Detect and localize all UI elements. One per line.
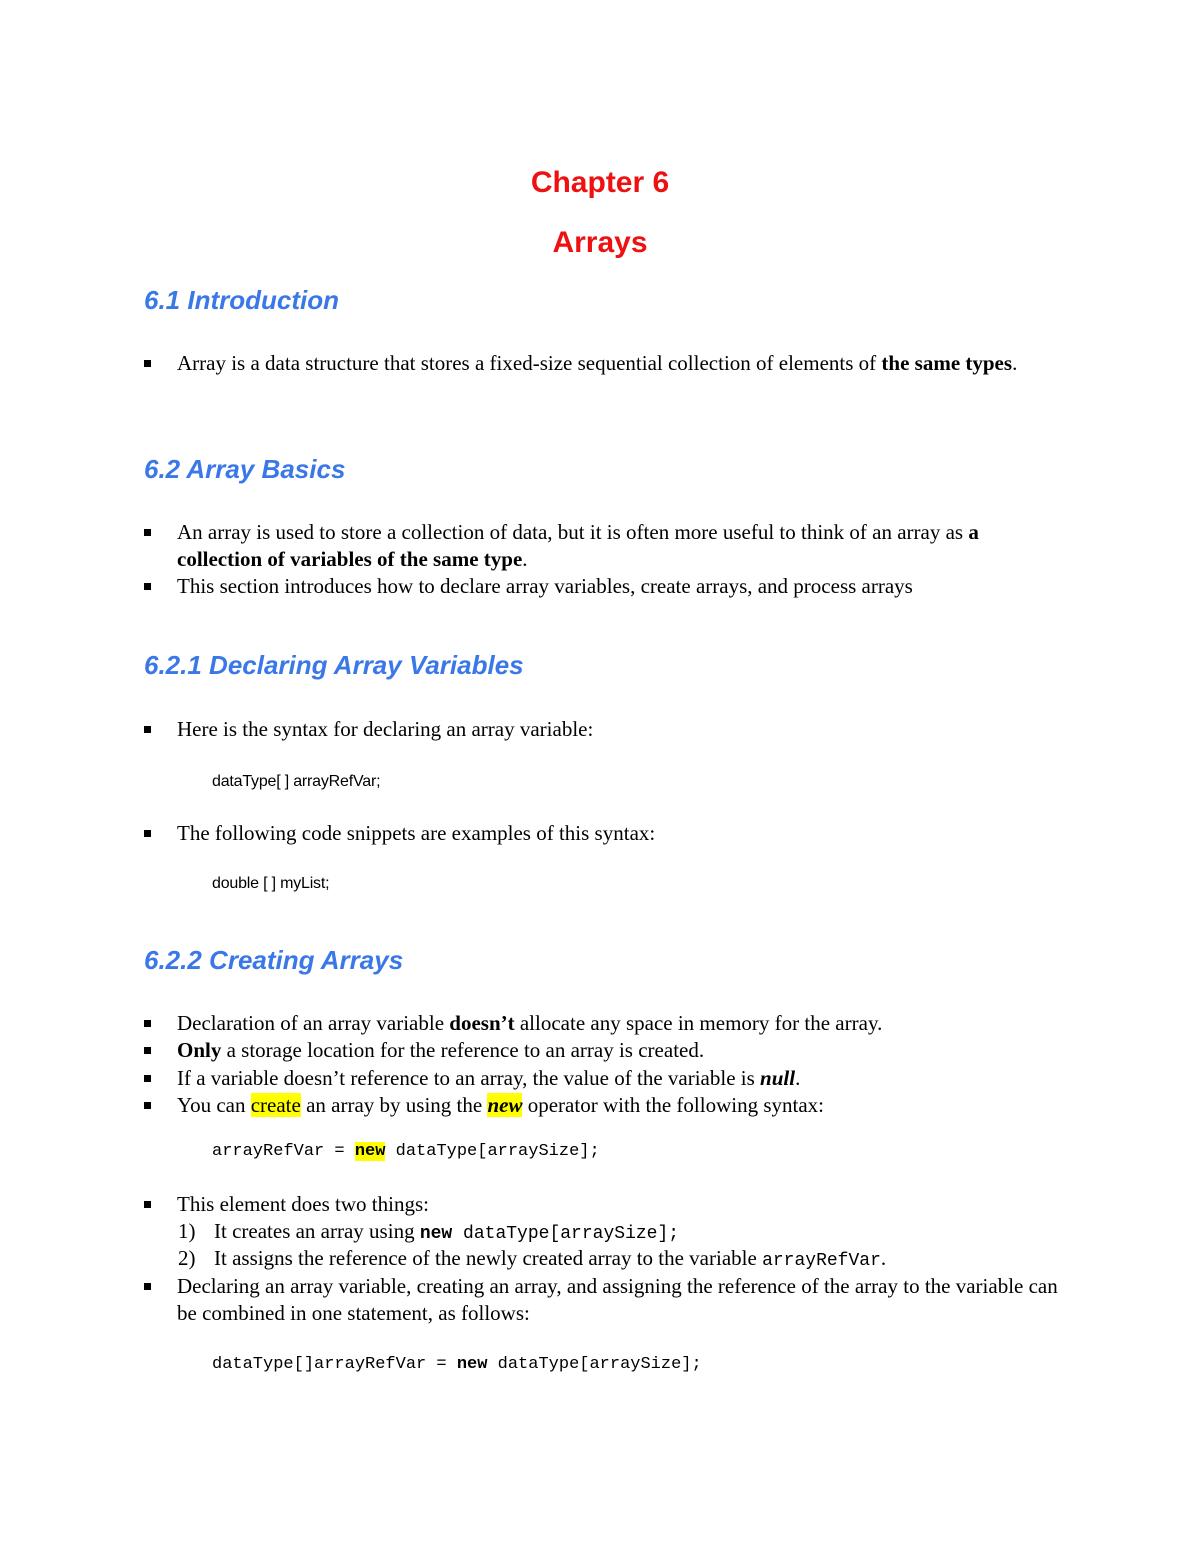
- bullet-marker: [144, 1075, 151, 1082]
- bullet-6-2-2-no-space: [144, 1010, 1064, 1037]
- highlighted-keyword: new: [487, 1093, 523, 1117]
- numbered-item-1: [178, 1218, 679, 1248]
- section-heading-6-1: 6.1 Introduction: [144, 285, 339, 315]
- text: Array is a data structure that stores a fixed-size sequential collection of elements of: [177, 351, 882, 375]
- text: .: [522, 547, 528, 571]
- code-text: dataType[arraySize];: [385, 1142, 600, 1161]
- bullet-marker: [144, 726, 151, 733]
- bullet-6-2-section-intro: [144, 573, 1064, 600]
- chapter-title: Arrays: [552, 226, 648, 259]
- keyword: new: [419, 1224, 453, 1244]
- chapter-number: Chapter 6: [530, 166, 670, 199]
- bullet-6-2-2-combined: [144, 1273, 1064, 1327]
- code-text: dataType[]arrayRefVar =: [212, 1355, 457, 1374]
- bullet-6-2-2-two-things: [144, 1191, 1064, 1218]
- emphasis: the same types: [881, 351, 1013, 375]
- code-snippet-new-syntax: [212, 1141, 600, 1163]
- bullet-marker: [144, 1047, 151, 1054]
- highlighted-word: create: [250, 1093, 301, 1117]
- keyword: new: [456, 1355, 488, 1374]
- bullet-marker: [144, 1102, 151, 1109]
- code-text: arrayRefVar: [762, 1251, 881, 1271]
- text: a storage location for the reference to an array is created.: [221, 1038, 705, 1062]
- emphasis: null: [760, 1066, 796, 1090]
- text: It creates an array using: [214, 1219, 420, 1243]
- section-heading-6-2-1: 6.2.1 Declaring Array Variables: [144, 650, 524, 680]
- text: Here is the syntax for declaring an array variable:: [177, 717, 594, 741]
- text: .: [1012, 351, 1018, 375]
- bullet-6-2-2-new-operator: [144, 1092, 1064, 1119]
- bullet-marker: [144, 360, 151, 367]
- text: operator with the following syntax:: [522, 1093, 825, 1117]
- text: .: [795, 1066, 801, 1090]
- bullet-6-2-collection: [144, 519, 1064, 573]
- text: .: [880, 1246, 887, 1270]
- bullet-marker: [144, 529, 151, 536]
- text: allocate any space in memory for the array.: [514, 1011, 883, 1035]
- code-text: dataType[arraySize];: [452, 1224, 680, 1244]
- emphasis: a collection of variables of the same type: [177, 520, 979, 571]
- text: The following code snippets are examples of this syntax:: [177, 821, 656, 845]
- bullet-6-2-2-null: [144, 1065, 1064, 1092]
- text: This section introduces how to declare array variables, create arrays, and process arrays: [177, 574, 913, 598]
- section-heading-6-2: 6.2 Array Basics: [144, 454, 346, 484]
- text: Declaring an array variable, creating an array, and assigning the reference of the array to the variable can be combined in one statement, as follows:: [177, 1274, 1058, 1325]
- emphasis: Only: [177, 1038, 222, 1062]
- bullet-marker: [144, 1283, 151, 1290]
- text: This element does two things:: [177, 1192, 429, 1216]
- bullet-6-1-definition: [144, 350, 1064, 377]
- bullet-marker: [144, 830, 151, 837]
- item-number: 2): [178, 1246, 196, 1270]
- bullet-marker: [144, 1201, 151, 1208]
- bullet-6-2-2-only-reference: [144, 1037, 1064, 1064]
- text: If a variable doesn’t reference to an array, the value of the variable is: [177, 1066, 761, 1090]
- code-snippet-example: double [ ] myList;: [212, 875, 330, 892]
- bullet-marker: [144, 583, 151, 590]
- section-heading-6-2-2: 6.2.2 Creating Arrays: [144, 945, 404, 975]
- bullet-6-2-1-examples: [144, 820, 1064, 847]
- text: Declaration of an array variable: [177, 1011, 450, 1035]
- code-snippet-combined: [212, 1354, 702, 1376]
- text: An array is used to store a collection of data, but it is often more useful to think of an array as: [177, 520, 969, 544]
- emphasis: doesn’t: [449, 1011, 515, 1035]
- bullet-marker: [144, 1020, 151, 1027]
- item-number: 1): [178, 1219, 196, 1243]
- code-text: arrayRefVar =: [212, 1142, 355, 1161]
- text: an array by using the: [300, 1093, 488, 1117]
- text: It assigns the reference of the newly created array to the variable: [214, 1246, 763, 1270]
- bullet-6-2-1-syntax: [144, 716, 1064, 743]
- text: You can: [177, 1093, 251, 1117]
- code-text: dataType[arraySize];: [487, 1355, 702, 1374]
- code-snippet-declaration: dataType[ ] arrayRefVar;: [212, 773, 381, 790]
- highlighted-keyword: new: [354, 1142, 386, 1161]
- numbered-item-2: [178, 1245, 886, 1275]
